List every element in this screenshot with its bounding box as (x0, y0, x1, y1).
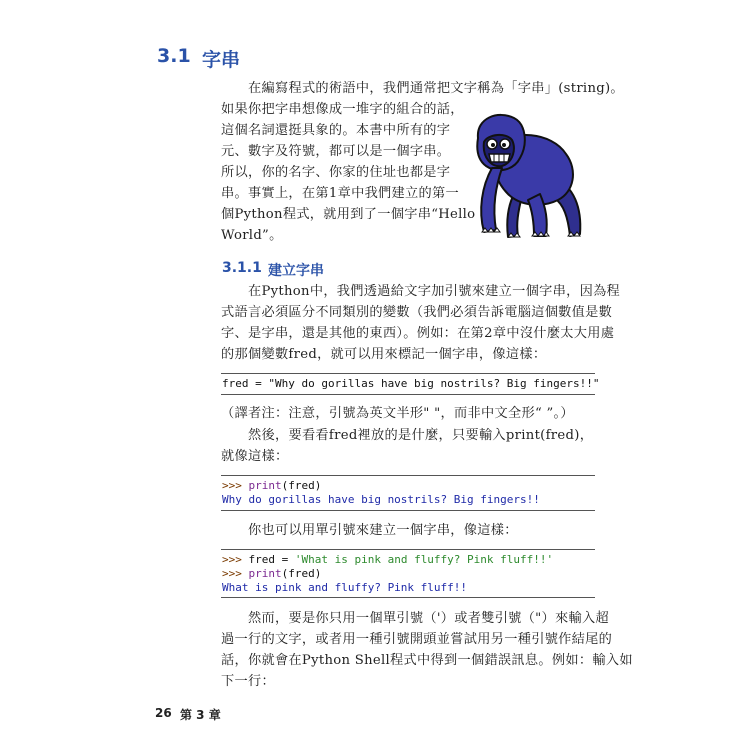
keyword: print (248, 479, 282, 492)
intro-line-2: 如果你把字串想像成一堆字的組合的話， (221, 102, 464, 117)
code-text: (fred) (281, 567, 322, 580)
code-output: Why do gorillas have big nostrils? Big fingers!! (222, 493, 540, 506)
intro-line-6: 串。事實上，在第1章中我們建立的第一 (221, 186, 459, 201)
para3-line-1: 然後，要看看fred裡放的是什麼，只要輸入print(fred)， (248, 428, 594, 443)
code-text: fred = (248, 553, 295, 566)
code-line (221, 476, 595, 493)
code-output: What is pink and fluffy? Pink fluff!! (222, 581, 468, 594)
intro-line-4: 元、數字及符號，都可以是一個字串。 (221, 144, 451, 159)
subsection-title: 建立字串 (268, 263, 324, 279)
keyword: print (248, 567, 282, 580)
intro-line-8: World”。 (221, 228, 283, 243)
para2-line-2: 式語言必須區分不同類別的變數（我們必須告訴電腦這個數值是數 (221, 305, 613, 320)
code-line (221, 550, 595, 567)
para5-line-1: 然而，要是你只用一個單引號（'）或者雙引號（"）來輸入超 (248, 611, 609, 626)
translator-note: （譯者注：注意，引號為英文半形" "，而非中文全形“ ”。） (221, 406, 574, 421)
para2-line-4: 的那個變數fred，就可以用來標記一個字串，像這樣： (221, 347, 547, 362)
section-title: 字串 (202, 49, 241, 71)
code-block-3 (221, 549, 595, 598)
prompt: >>> (222, 553, 249, 566)
para5-line-4: 下一行： (221, 674, 275, 689)
chapter-label: 第 3 章 (180, 708, 221, 722)
para5-line-2: 過一行的文字，或者用一種引號開頭並嘗試用另一種引號作結尾的 (221, 632, 613, 647)
code-line (221, 567, 595, 581)
gorilla-illustration (462, 108, 600, 244)
para3-line-2: 就像這樣： (221, 449, 289, 464)
section-number: 3.1 (157, 45, 191, 67)
subsection-number: 3.1.1 (222, 260, 262, 276)
prompt: >>> (222, 479, 249, 492)
para2-line-3: 字、是字串，還是其他的東西）。例如：在第2章中沒什麼太大用處 (221, 326, 615, 341)
intro-line-3: 這個名詞還挺具象的。本書中所有的字 (221, 123, 451, 138)
intro-line-1: 在編寫程式的術語中，我們通常把文字稱為「字串」(string)。 (248, 81, 624, 96)
code-line: fred = "Why do gorillas have big nostrils? Big fingers!!" (222, 377, 600, 390)
page-number: 26 (155, 706, 172, 720)
code-block-1 (221, 373, 600, 395)
intro-line-5: 所以，你的名字、你家的住址也都是字 (221, 165, 451, 180)
string-literal: 'What is pink and fluffy? Pink fluff!!' (294, 553, 554, 566)
para2-line-1: 在Python中，我們透過給文字加引號來建立一個字串，因為程 (248, 284, 621, 299)
prompt: >>> (222, 567, 249, 580)
para4: 你也可以用單引號來建立一個字串，像這樣： (248, 523, 518, 538)
code-text: (fred) (281, 479, 322, 492)
intro-line-7: 個Python程式，就用到了一個字串“Hello (221, 207, 476, 222)
gorilla-icon (462, 108, 600, 244)
para5-line-3: 話，你就會在Python Shell程式中得到一個錯誤訊息。例如：輸入如 (221, 653, 633, 668)
code-block-2 (221, 475, 595, 511)
